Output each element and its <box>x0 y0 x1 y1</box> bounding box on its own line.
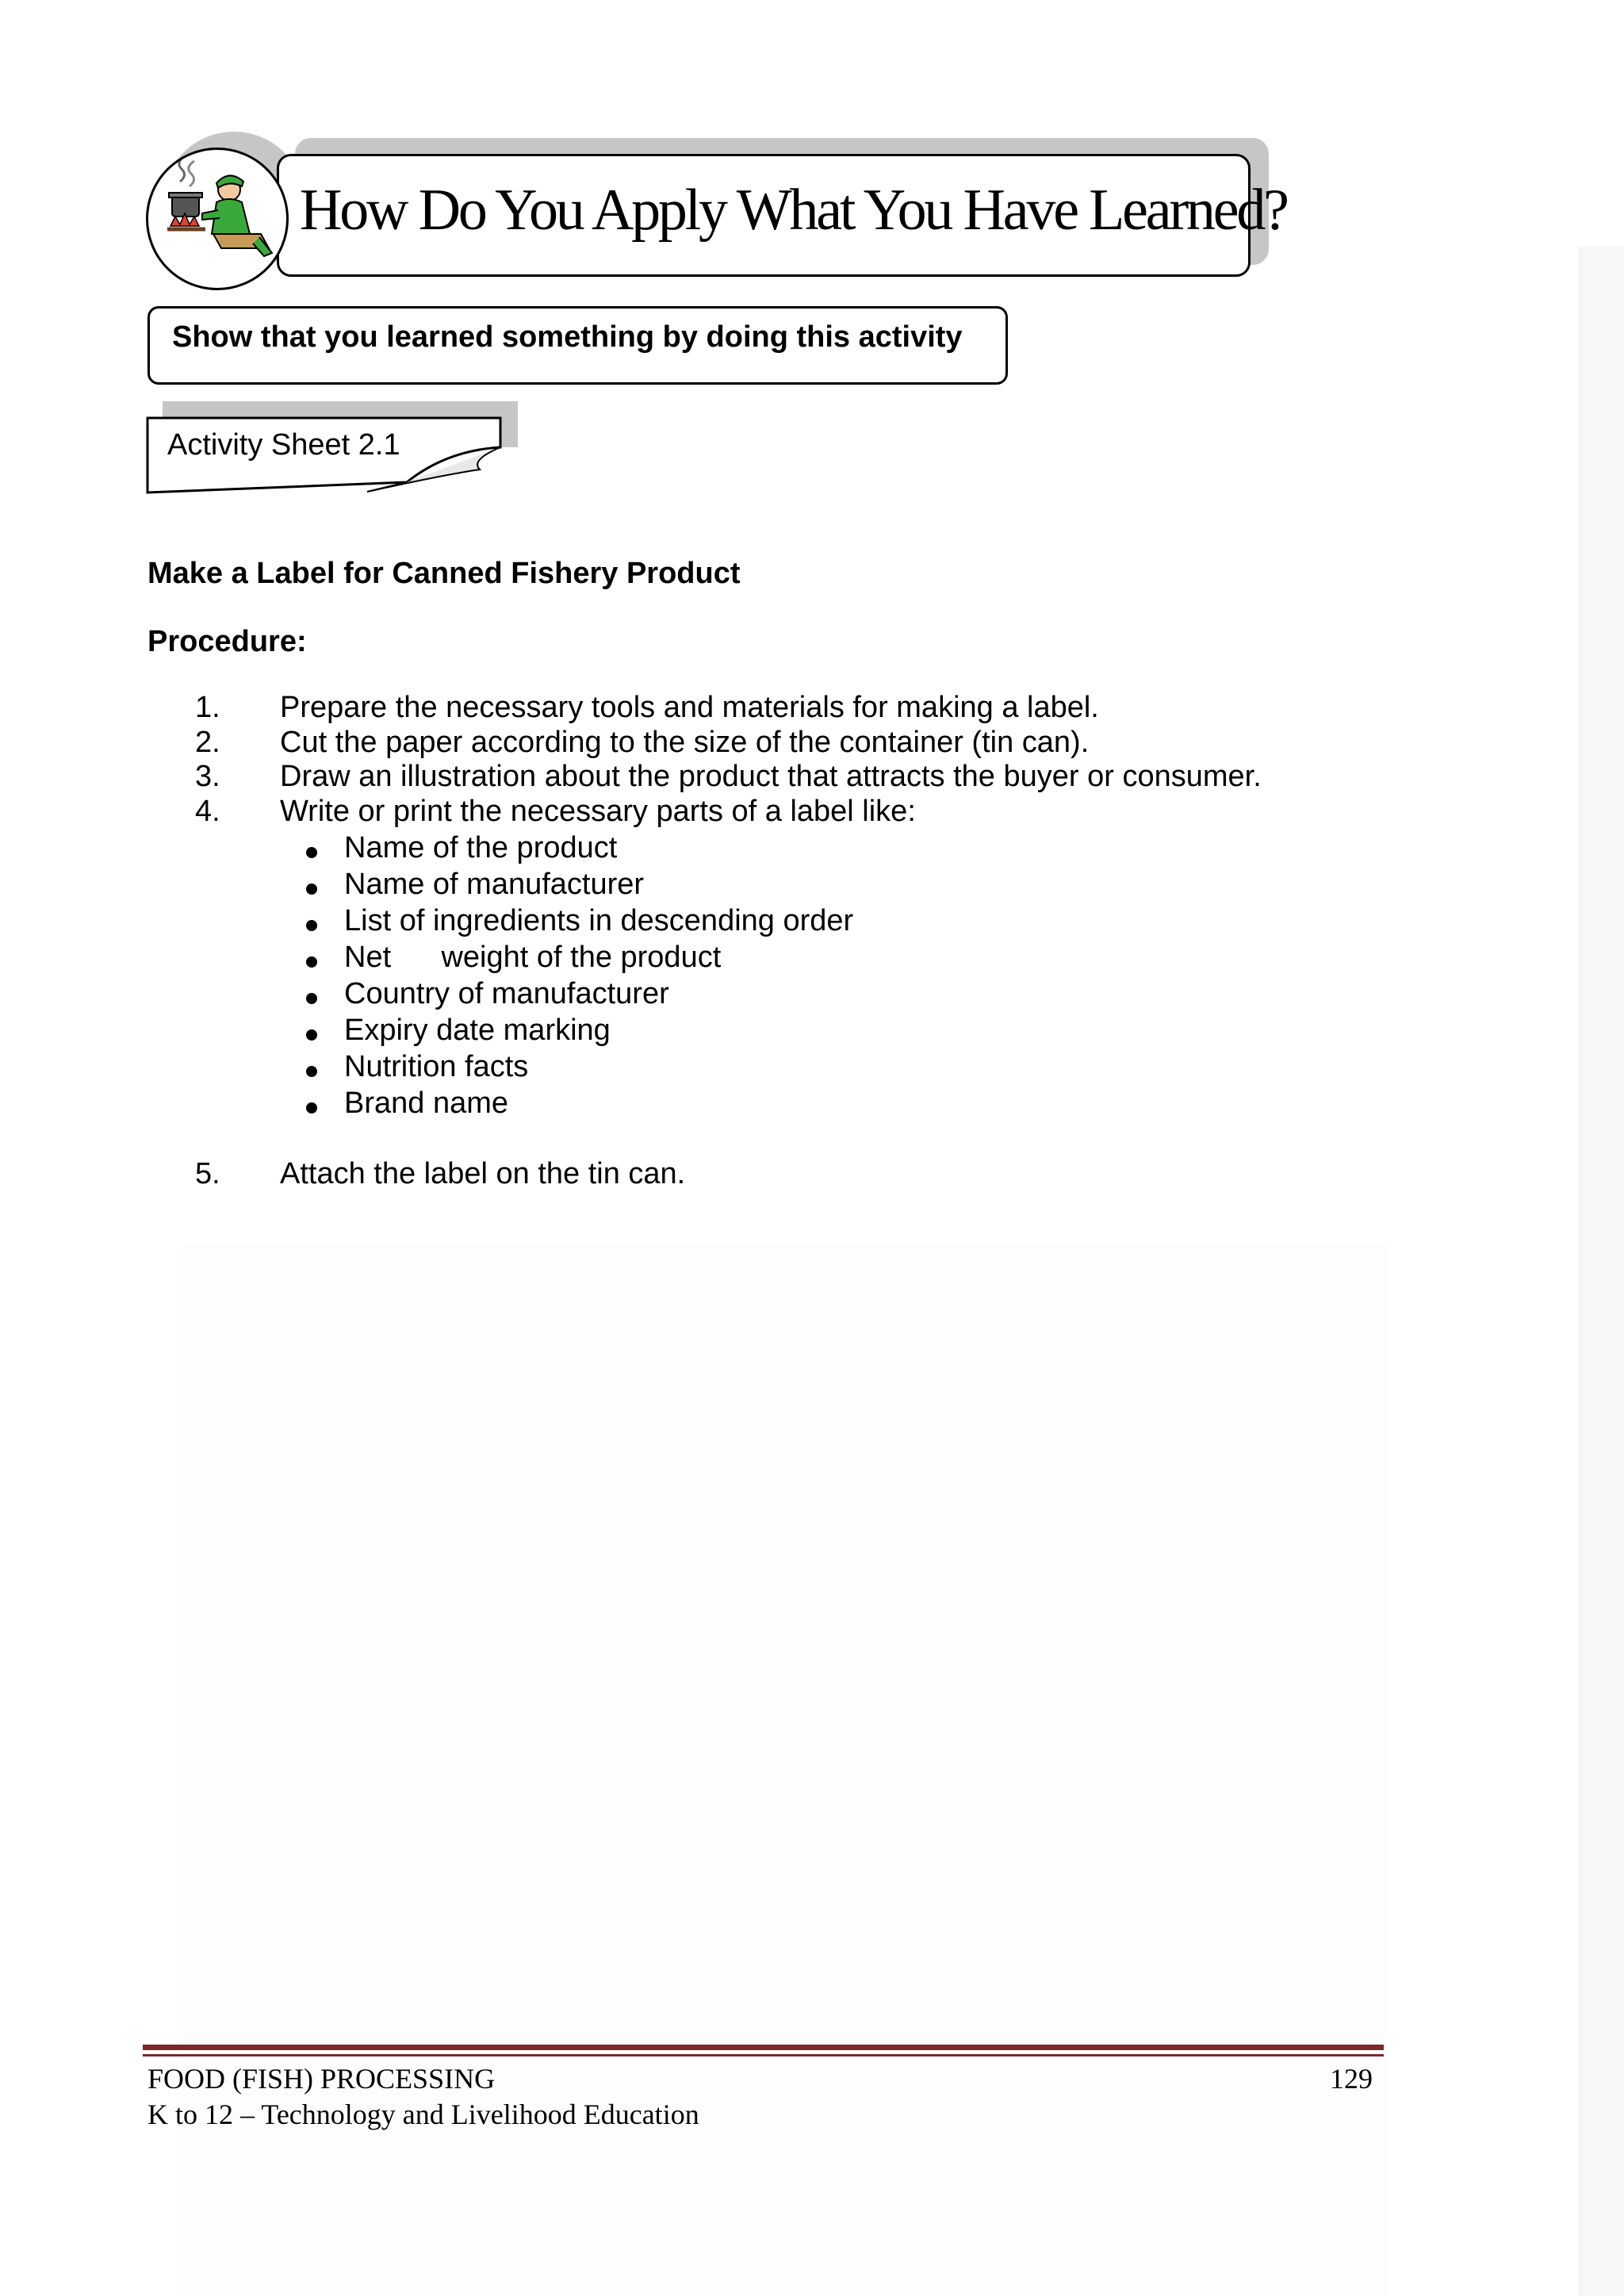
procedure-label: Procedure: <box>147 625 307 658</box>
label-part-item: Nutrition facts <box>344 1050 529 1083</box>
bullet-icon <box>306 1029 317 1041</box>
label-part-item: List of ingredients in descending order <box>344 904 854 937</box>
step-text: Write or print the necessary parts of a label like: <box>280 795 916 828</box>
step-text: Prepare the necessary tools and materials for making a label. <box>280 691 1099 724</box>
bullet-icon <box>306 993 317 1004</box>
activity-sheet-label: Activity Sheet 2.1 <box>167 428 400 462</box>
bullet-icon <box>306 847 317 858</box>
step-number: 4. <box>195 795 220 828</box>
bullet-icon <box>306 884 317 895</box>
person-cooking-icon <box>146 148 289 290</box>
step-text: Attach the label on the tin can. <box>280 1157 686 1190</box>
label-part-item: Name of manufacturer <box>344 868 645 901</box>
step-text: Draw an illustration about the product that attracts the buyer or consumer. <box>280 760 1262 793</box>
page-title: How Do You Apply What You Have Learned? <box>300 178 1287 243</box>
step-text: Cut the paper according to the size of the container (tin can). <box>280 726 1090 759</box>
bullet-icon <box>306 1102 317 1114</box>
step-number: 3. <box>195 760 220 793</box>
label-part-item: Net weight of the product <box>344 941 722 974</box>
step-number: 2. <box>195 726 220 759</box>
page-number: 129 <box>1330 2063 1373 2095</box>
page-edge-shade <box>1578 246 1624 2296</box>
bullet-icon <box>306 920 317 931</box>
footer-rule-thin <box>143 2054 1384 2056</box>
label-part-item: Country of manufacturer <box>344 977 669 1010</box>
step-number: 5. <box>195 1157 220 1190</box>
activity-heading: Make a Label for Canned Fishery Product <box>147 557 741 590</box>
content-shade <box>182 1245 1388 2296</box>
bullet-icon <box>306 1066 317 1077</box>
instruction-text: Show that you learned something by doing this activity <box>172 320 963 354</box>
footer-course: K to 12 – Technology and Livelihood Education <box>147 2099 699 2130</box>
label-part-item: Expiry date marking <box>344 1014 611 1047</box>
label-part-item: Brand name <box>344 1087 509 1120</box>
footer-rule <box>143 2045 1384 2050</box>
footer-subject: FOOD (FISH) PROCESSING <box>147 2063 496 2095</box>
bullet-icon <box>306 956 317 968</box>
label-part-item: Name of the product <box>344 831 618 864</box>
step-number: 1. <box>195 691 220 724</box>
